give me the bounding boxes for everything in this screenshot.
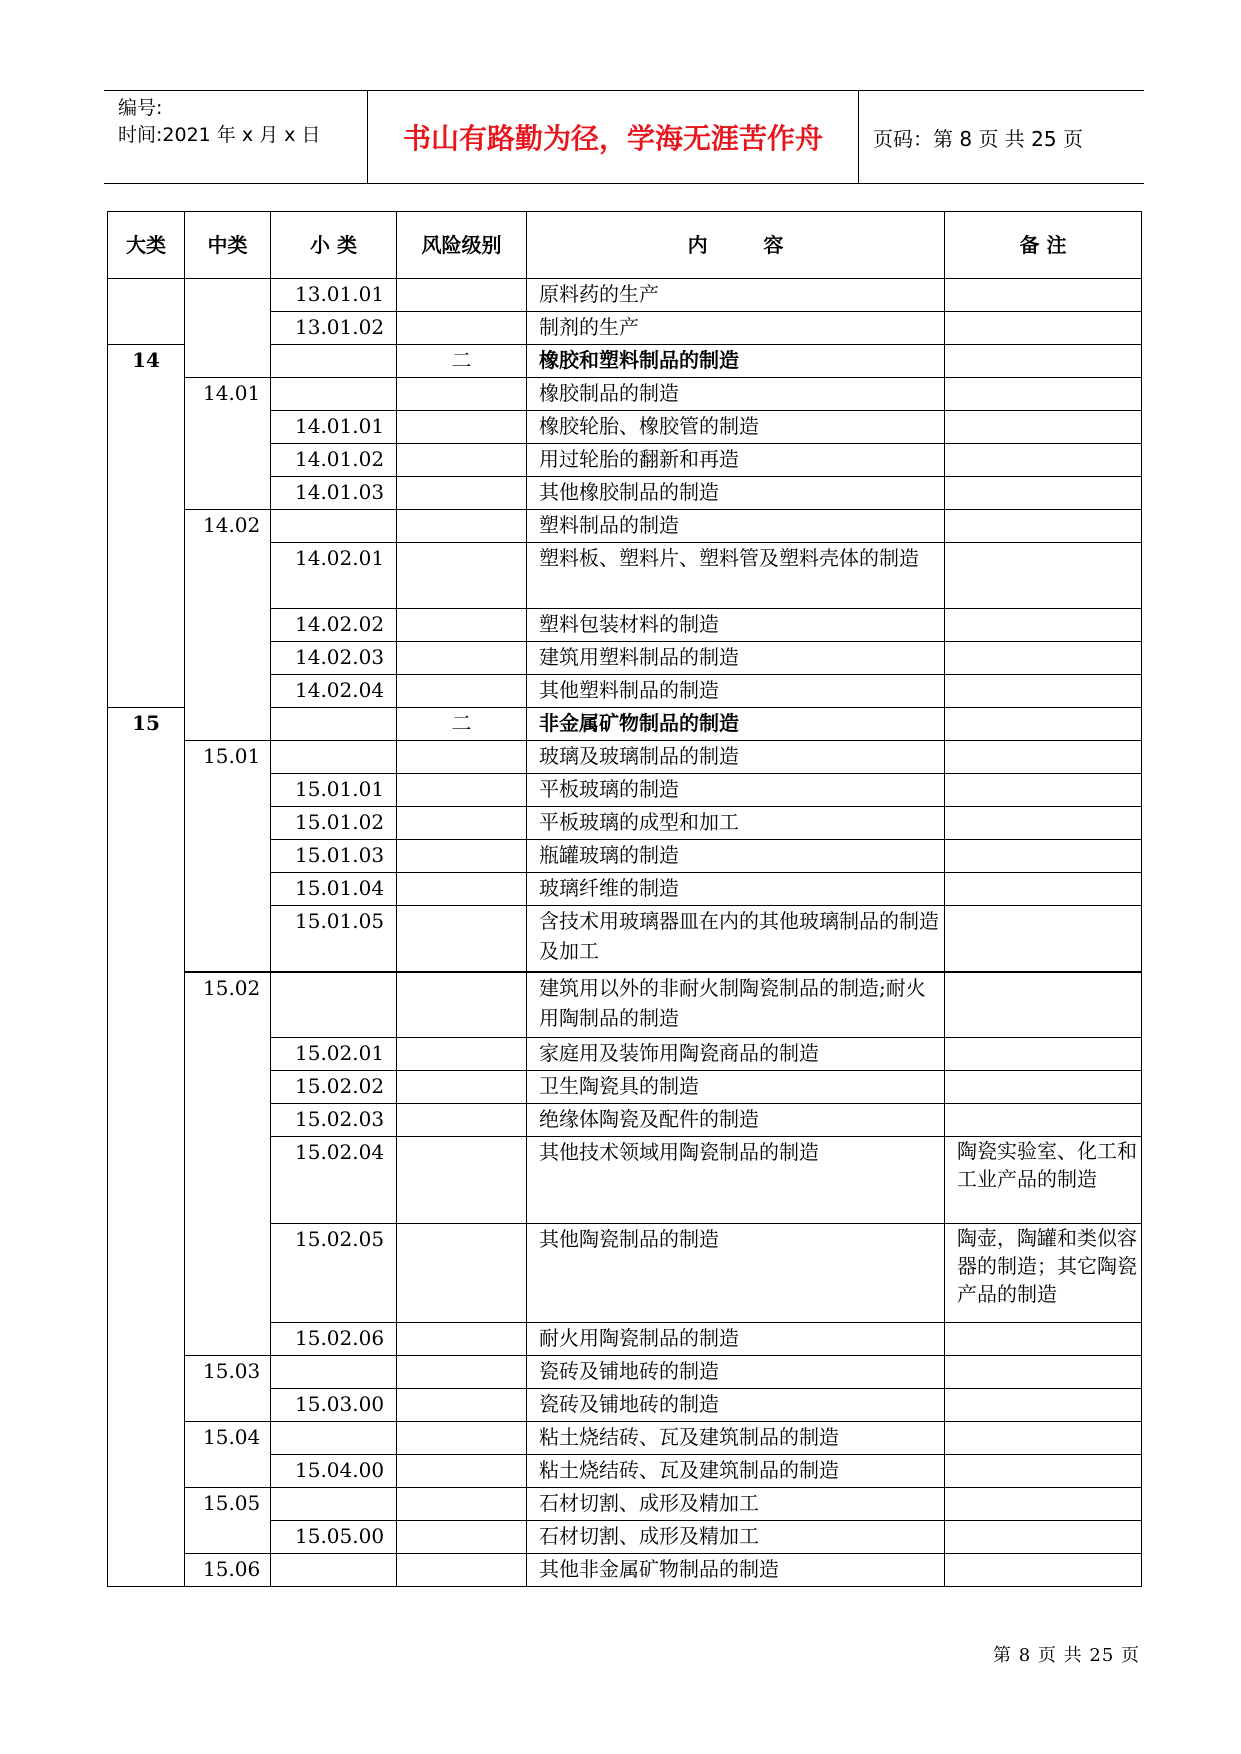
- table-row: [108, 642, 1142, 675]
- table-row: [108, 1038, 1142, 1071]
- table-row: [108, 279, 1142, 312]
- cell-c0: [108, 1356, 185, 1389]
- cell-c1: [185, 543, 271, 609]
- cell-c2: 14.02.02: [271, 609, 397, 642]
- table-header-row: [108, 212, 1142, 279]
- cell-c2: 15.02.01: [271, 1038, 397, 1071]
- cell-c5: [945, 1038, 1142, 1071]
- cell-c1: [185, 312, 271, 345]
- cell-c4: 用过轮胎的翻新和再造: [527, 444, 945, 477]
- table-row: [108, 840, 1142, 873]
- table-row: [108, 1422, 1142, 1455]
- cell-c2: 15.01.05: [271, 906, 397, 972]
- header-meta: [104, 91, 368, 183]
- cell-c5: [945, 642, 1142, 675]
- cell-c5: [945, 1071, 1142, 1104]
- cell-c0: [108, 312, 185, 345]
- cell-c3: [397, 741, 527, 774]
- cell-c3: [397, 807, 527, 840]
- cell-c0: [108, 1488, 185, 1521]
- table-row: [108, 312, 1142, 345]
- cell-c1: [185, 873, 271, 906]
- cell-c4: 非金属矿物制品的制造: [527, 708, 945, 741]
- cell-c5: [945, 609, 1142, 642]
- table-row: [108, 510, 1142, 543]
- cell-c0: [108, 477, 185, 510]
- cell-c3: [397, 1554, 527, 1587]
- cell-c2: [271, 345, 397, 378]
- cell-c5: [945, 1389, 1142, 1422]
- cell-c4: 制剂的生产: [527, 312, 945, 345]
- cell-c4: 其他非金属矿物制品的制造: [527, 1554, 945, 1587]
- table-row: [108, 1389, 1142, 1422]
- cell-c4: 瓷砖及铺地砖的制造: [527, 1356, 945, 1389]
- cell-c4: 玻璃及玻璃制品的制造: [527, 741, 945, 774]
- cell-c5: [945, 1356, 1142, 1389]
- cell-c3: [397, 279, 527, 312]
- cell-c4: 卫生陶瓷具的制造: [527, 1071, 945, 1104]
- cell-c5: [945, 1488, 1142, 1521]
- cell-c0: [108, 807, 185, 840]
- cell-c2: 15.02.06: [271, 1323, 397, 1356]
- cell-c1: [185, 642, 271, 675]
- cell-c0: [108, 1422, 185, 1455]
- cell-c0: 15: [108, 708, 185, 741]
- cell-c5: [945, 279, 1142, 312]
- table-row: [108, 906, 1142, 972]
- cell-c3: [397, 774, 527, 807]
- cell-c5: [945, 774, 1142, 807]
- cell-c0: [108, 1323, 185, 1356]
- cell-c4: 绝缘体陶瓷及配件的制造: [527, 1104, 945, 1137]
- cell-c1: [185, 345, 271, 378]
- cell-c3: [397, 1422, 527, 1455]
- cell-c4: 含技术用玻璃器皿在内的其他玻璃制品的制造及加工: [527, 906, 945, 972]
- cell-c1: 15.04: [185, 1422, 271, 1455]
- cell-c5: [945, 543, 1142, 609]
- cell-c0: [108, 774, 185, 807]
- cell-c2: 15.01.04: [271, 873, 397, 906]
- page-footer: 第 8 页 共 25 页: [993, 1645, 1140, 1666]
- cell-c5: [945, 444, 1142, 477]
- table-row: [108, 543, 1142, 609]
- cell-c3: 二: [397, 708, 527, 741]
- table-row: [108, 345, 1142, 378]
- cell-c0: [108, 378, 185, 411]
- cell-c4: 其他塑料制品的制造: [527, 675, 945, 708]
- cell-c0: [108, 444, 185, 477]
- cell-c2: [271, 972, 397, 1038]
- cell-c4: 平板玻璃的制造: [527, 774, 945, 807]
- table-row: [108, 477, 1142, 510]
- cell-c1: 15.06: [185, 1554, 271, 1587]
- table-row: [108, 1224, 1142, 1323]
- cell-c5: [945, 741, 1142, 774]
- cell-c5: [945, 906, 1142, 972]
- table-row: [108, 609, 1142, 642]
- cell-c4: 粘土烧结砖、瓦及建筑制品的制造: [527, 1422, 945, 1455]
- cell-c4: 塑料包装材料的制造: [527, 609, 945, 642]
- cell-c5: [945, 312, 1142, 345]
- cell-c1: [185, 279, 271, 312]
- cell-c3: [397, 543, 527, 609]
- cell-c4: 塑料板、塑料片、塑料管及塑料壳体的制造: [527, 543, 945, 609]
- table-row: [108, 675, 1142, 708]
- cell-c3: [397, 1224, 527, 1323]
- cell-c1: [185, 1071, 271, 1104]
- table-row: [108, 1356, 1142, 1389]
- cell-c5: [945, 1554, 1142, 1587]
- cell-c3: [397, 1455, 527, 1488]
- table-row: [108, 378, 1142, 411]
- cell-c1: [185, 708, 271, 741]
- table-row: [108, 708, 1142, 741]
- cell-c0: [108, 972, 185, 1038]
- cell-c5: [945, 807, 1142, 840]
- cell-c5: [945, 1104, 1142, 1137]
- cell-c3: [397, 675, 527, 708]
- cell-c4: 橡胶制品的制造: [527, 378, 945, 411]
- cell-c2: 14.01.02: [271, 444, 397, 477]
- cell-c0: [108, 543, 185, 609]
- cell-c4: 玻璃纤维的制造: [527, 873, 945, 906]
- cell-c4: 其他橡胶制品的制造: [527, 477, 945, 510]
- cell-c5: [945, 378, 1142, 411]
- col-header-minor: 小 类: [271, 212, 397, 279]
- cell-c5: [945, 1455, 1142, 1488]
- cell-c4: 平板玻璃的成型和加工: [527, 807, 945, 840]
- cell-c1: [185, 411, 271, 444]
- cell-c2: 15.01.03: [271, 840, 397, 873]
- cell-c1: [185, 477, 271, 510]
- cell-c0: [108, 741, 185, 774]
- cell-c1: [185, 444, 271, 477]
- table-row: [108, 1137, 1142, 1224]
- cell-c5: [945, 510, 1142, 543]
- header-motto: 书山有路勤为径，学海无涯苦作舟: [368, 91, 859, 183]
- cell-c2: 15.04.00: [271, 1455, 397, 1488]
- cell-c2: 15.05.00: [271, 1521, 397, 1554]
- cell-c5: [945, 708, 1142, 741]
- table-row: [108, 807, 1142, 840]
- table-row: [108, 1488, 1142, 1521]
- cell-c3: [397, 642, 527, 675]
- page-header: [104, 90, 1144, 184]
- cell-c1: [185, 1389, 271, 1422]
- table-row: [108, 1104, 1142, 1137]
- col-header-major: 大类: [108, 212, 185, 279]
- cell-c4: 建筑用塑料制品的制造: [527, 642, 945, 675]
- cell-c4: 橡胶轮胎、橡胶管的制造: [527, 411, 945, 444]
- cell-c0: [108, 675, 185, 708]
- cell-c0: [108, 1137, 185, 1224]
- table-row: [108, 444, 1142, 477]
- serial-label: 编号:: [118, 97, 163, 119]
- cell-c1: [185, 1038, 271, 1071]
- cell-c2: 13.01.02: [271, 312, 397, 345]
- cell-c2: [271, 1422, 397, 1455]
- cell-c1: [185, 807, 271, 840]
- cell-c2: 14.02.01: [271, 543, 397, 609]
- cell-c0: [108, 1455, 185, 1488]
- col-header-remark: 备 注: [945, 212, 1142, 279]
- col-header-risk: 风险级别: [397, 212, 527, 279]
- cell-c4: 其他技术领域用陶瓷制品的制造: [527, 1137, 945, 1224]
- cell-c2: 14.01.03: [271, 477, 397, 510]
- cell-c1: [185, 774, 271, 807]
- cell-c4: 耐火用陶瓷制品的制造: [527, 1323, 945, 1356]
- cell-c0: [108, 411, 185, 444]
- cell-c5: [945, 840, 1142, 873]
- cell-c5: 陶壶，陶罐和类似容器的制造；其它陶瓷产品的制造: [945, 1224, 1142, 1323]
- cell-c5: [945, 411, 1142, 444]
- cell-c0: [108, 510, 185, 543]
- cell-c3: [397, 1071, 527, 1104]
- cell-c1: [185, 1224, 271, 1323]
- cell-c5: [945, 477, 1142, 510]
- cell-c3: [397, 609, 527, 642]
- cell-c0: [108, 279, 185, 312]
- cell-c3: [397, 312, 527, 345]
- cell-c5: [945, 1323, 1142, 1356]
- cell-c1: 15.03: [185, 1356, 271, 1389]
- cell-c2: 14.02.04: [271, 675, 397, 708]
- cell-c2: [271, 1488, 397, 1521]
- cell-c3: [397, 906, 527, 972]
- cell-c0: [108, 1224, 185, 1323]
- cell-c2: 15.01.01: [271, 774, 397, 807]
- cell-c5: [945, 1422, 1142, 1455]
- cell-c0: [108, 840, 185, 873]
- cell-c0: [108, 906, 185, 972]
- cell-c3: [397, 1356, 527, 1389]
- cell-c5: [945, 345, 1142, 378]
- col-header-content: 内 容: [527, 212, 945, 279]
- cell-c5: [945, 1521, 1142, 1554]
- cell-c1: [185, 609, 271, 642]
- cell-c2: 15.02.04: [271, 1137, 397, 1224]
- cell-c2: [271, 1356, 397, 1389]
- cell-c3: [397, 510, 527, 543]
- cell-c2: [271, 708, 397, 741]
- cell-c1: [185, 840, 271, 873]
- industry-risk-table: [107, 211, 1142, 1587]
- cell-c4: 塑料制品的制造: [527, 510, 945, 543]
- cell-c1: 15.05: [185, 1488, 271, 1521]
- cell-c3: 二: [397, 345, 527, 378]
- cell-c3: [397, 1488, 527, 1521]
- cell-c0: [108, 1554, 185, 1587]
- cell-c0: [108, 1521, 185, 1554]
- cell-c2: 14.02.03: [271, 642, 397, 675]
- cell-c1: [185, 1521, 271, 1554]
- table-row: [108, 1455, 1142, 1488]
- cell-c4: 家庭用及装饰用陶瓷商品的制造: [527, 1038, 945, 1071]
- cell-c3: [397, 840, 527, 873]
- cell-c1: 15.01: [185, 741, 271, 774]
- col-header-middle: 中类: [185, 212, 271, 279]
- cell-c3: [397, 411, 527, 444]
- cell-c1: 14.02: [185, 510, 271, 543]
- cell-c4: 粘土烧结砖、瓦及建筑制品的制造: [527, 1455, 945, 1488]
- cell-c2: 15.02.02: [271, 1071, 397, 1104]
- cell-c4: 瓶罐玻璃的制造: [527, 840, 945, 873]
- table-row: [108, 1521, 1142, 1554]
- cell-c1: [185, 1323, 271, 1356]
- cell-c3: [397, 1389, 527, 1422]
- cell-c2: 13.01.01: [271, 279, 397, 312]
- cell-c2: 15.01.02: [271, 807, 397, 840]
- cell-c0: 14: [108, 345, 185, 378]
- cell-c4: 建筑用以外的非耐火制陶瓷制品的制造;耐火用陶制品的制造: [527, 972, 945, 1038]
- cell-c3: [397, 444, 527, 477]
- table-row: [108, 774, 1142, 807]
- cell-c0: [108, 642, 185, 675]
- cell-c1: [185, 1455, 271, 1488]
- cell-c3: [397, 1104, 527, 1137]
- cell-c1: [185, 1137, 271, 1224]
- cell-c3: [397, 1521, 527, 1554]
- cell-c4: 瓷砖及铺地砖的制造: [527, 1389, 945, 1422]
- cell-c4: 原料药的生产: [527, 279, 945, 312]
- table-row: [108, 1071, 1142, 1104]
- table-row: [108, 972, 1142, 1038]
- cell-c0: [108, 1389, 185, 1422]
- table-body: [108, 279, 1142, 1587]
- cell-c3: [397, 1323, 527, 1356]
- cell-c2: 15.03.00: [271, 1389, 397, 1422]
- cell-c3: [397, 378, 527, 411]
- cell-c1: [185, 1104, 271, 1137]
- cell-c5: [945, 972, 1142, 1038]
- table-row: [108, 1554, 1142, 1587]
- table-row: [108, 873, 1142, 906]
- cell-c2: 14.01.01: [271, 411, 397, 444]
- cell-c1: [185, 906, 271, 972]
- cell-c4: 石材切割、成形及精加工: [527, 1521, 945, 1554]
- cell-c2: [271, 378, 397, 411]
- cell-c4: 橡胶和塑料制品的制造: [527, 345, 945, 378]
- cell-c3: [397, 972, 527, 1038]
- cell-c1: 15.02: [185, 972, 271, 1038]
- cell-c1: 14.01: [185, 378, 271, 411]
- cell-c2: [271, 510, 397, 543]
- header-page-label: 页码：第 8 页 共 25 页: [873, 126, 1083, 151]
- cell-c5: [945, 873, 1142, 906]
- cell-c0: [108, 873, 185, 906]
- table-row: [108, 411, 1142, 444]
- cell-c1: [185, 675, 271, 708]
- cell-c3: [397, 1038, 527, 1071]
- cell-c4: 其他陶瓷制品的制造: [527, 1224, 945, 1323]
- time-label: 时间:2021 年 x 月 x 日: [118, 124, 321, 146]
- cell-c2: 15.02.05: [271, 1224, 397, 1323]
- cell-c5: [945, 675, 1142, 708]
- cell-c0: [108, 1038, 185, 1071]
- cell-c3: [397, 477, 527, 510]
- table-row: [108, 741, 1142, 774]
- cell-c2: [271, 741, 397, 774]
- table-row: [108, 1323, 1142, 1356]
- cell-c3: [397, 873, 527, 906]
- cell-c0: [108, 609, 185, 642]
- cell-c0: [108, 1071, 185, 1104]
- cell-c3: [397, 1137, 527, 1224]
- cell-c4: 石材切割、成形及精加工: [527, 1488, 945, 1521]
- cell-c2: 15.02.03: [271, 1104, 397, 1137]
- cell-c5: 陶瓷实验室、化工和工业产品的制造: [945, 1137, 1142, 1224]
- cell-c2: [271, 1554, 397, 1587]
- cell-c0: [108, 1104, 185, 1137]
